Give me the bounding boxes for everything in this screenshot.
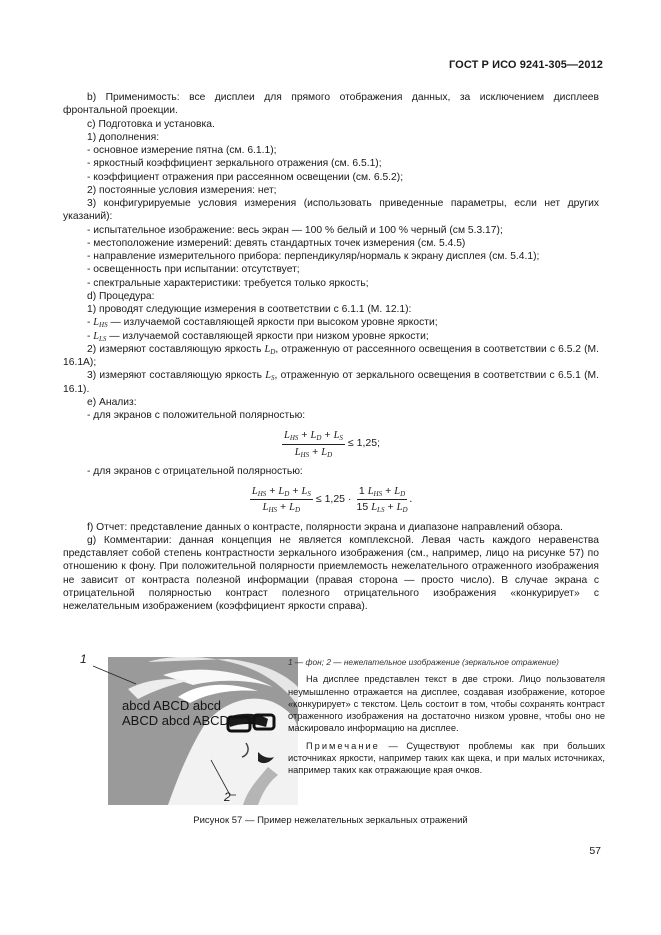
- paragraph-comments: g) Комментарии: данная концепция не является комплексной. Левая часть каждого неравенства представляет собой степень контрастности зеркального изображения (см., например, лицо на рисунке 57) по отношению к фону. При положительной полярности приемлемость нежелательного отраженного изображения не зависит от контраста полезной информации (правая сторона — просто число). В случае экрана с отрицательной полярностью контраст полезного отрицательного изображения «конкурирует» с нежелательным изображением (коэффициент яркости справа).: [63, 534, 599, 612]
- list-item: - спектральные характеристики: требуется только яркость;: [87, 277, 369, 289]
- figure-57: [60, 654, 605, 824]
- list-item-negative: - для экранов с отрицательной полярностью:: [87, 465, 303, 477]
- formula-positive-polarity: $\frac{L_{HS} + L_D + L_S}{L_{HS} + L_D}$ ≤ 1,25;: [283, 429, 381, 459]
- formula-negative-polarity: $\frac{L_{HS} + L_D + L_S}{L_{HS} + L_D}$ ≤ 1,25 · $\frac{1 L_{HS} + L_D}{15 L_{LS} + L_D}$ .: [251, 485, 413, 515]
- screen-text-line-2: ABCD abcd ABCD: [122, 713, 229, 728]
- figure-legend: 1 — фон; 2 — нежелательное изображение (зеркальное отражение): [288, 657, 559, 667]
- list-item: - яркостный коэффициент зеркального отражения (см. 6.5.1);: [87, 158, 382, 170]
- paragraph-setup: c) Подготовка и установка.: [87, 118, 215, 130]
- list-item: - местоположение измерений: девять стандартных точек измерения (см. 5.4.5): [87, 237, 466, 249]
- list-item-lhs: - $L_{HS}$ — излучаемой составляющей яркости при высоком уровне яркости;: [87, 317, 438, 330]
- list-item-positive: - для экранов с положительной полярностью:: [87, 410, 306, 421]
- page-number: 57: [589, 845, 601, 857]
- leader-lines: [60, 654, 290, 824]
- paragraph-measure-ld: 2) измеряют составляющую яркость $L_D$, отраженную от рассеянного освещения в соответствии с 6.5.2 (М. 16.1А);: [63, 343, 599, 368]
- figure-label-1: 1: [80, 652, 87, 666]
- paragraph-measure-ls: 3) измеряют составляющую яркость $L_S$, отраженную от зеркального освещения в соответствии с 6.5.1 (М. 16.1).: [63, 370, 599, 395]
- figure-note: Примечание — Существуют проблемы как при больших источниках яркости, например таких как щека, и при малых источниках, например таких как отражающие края очков.: [288, 740, 605, 776]
- standard-header: ГОСТ Р ИСО 9241-305—2012: [448, 59, 603, 71]
- paragraph-measurements: 1) проводят следующие измерения в соответствии с 6.1.1 (М. 12.1):: [87, 304, 412, 315]
- figure-caption: Рисунок 57 — Пример нежелательных зеркальных отражений: [193, 815, 468, 826]
- list-item-lls: - $L_{LS}$ — излучаемой составляющей яркости при низком уровне яркости;: [87, 330, 429, 343]
- list-item: - направление измерительного прибора: перпендикуляр/нормаль к экрану дисплея (см. 5.4.1);: [87, 251, 540, 262]
- figure-desc-text: На дисплее представлен текст в две строки. Лицо пользователя неумышленно отражается на дисплее, создавая изображение, которое «конкурирует» с текстом. Цель состоит в том, чтобы сохранять контраст отраженного изображения на достаточно низком уровне, чтобы оно не маскировало информацию на дисплее.: [288, 674, 605, 734]
- figure-description: [288, 656, 605, 777]
- figure-label-2: 2: [224, 790, 231, 804]
- paragraph-conditions: 2) постоянные условия измерения: нет;: [87, 184, 277, 196]
- paragraph-applicability: b) Применимость: все дисплеи для прямого отображения данных, за исключением дисплеев фронтальной проекции.: [63, 92, 599, 117]
- document-body: [63, 91, 599, 613]
- paragraph-analysis: e) Анализ:: [87, 396, 137, 408]
- list-item: - основное измерение пятна (см. 6.1.1);: [87, 145, 277, 156]
- paragraph-configurable: 3) конфигурируемые условия измерения (использовать приведенные параметры, если нет других указаний):: [63, 198, 599, 223]
- screen-text-line-1: abcd ABCD abcd: [122, 698, 222, 713]
- list-item: - испытательное изображение: весь экран — 100 % белый и 100 % черный (см 5.3.17);: [87, 224, 503, 236]
- paragraph-procedure: d) Процедура:: [87, 290, 155, 302]
- list-item: - коэффициент отражения при рассеянном освещении (см. 6.5.2);: [87, 171, 404, 183]
- list-item: - освещенность при испытании: отсутствует;: [87, 264, 300, 276]
- paragraph-report: f) Отчет: представление данных о контрасте, полярности экрана и диапазоне направлений обзора.: [87, 521, 564, 533]
- paragraph-additions: 1) дополнения:: [87, 131, 160, 143]
